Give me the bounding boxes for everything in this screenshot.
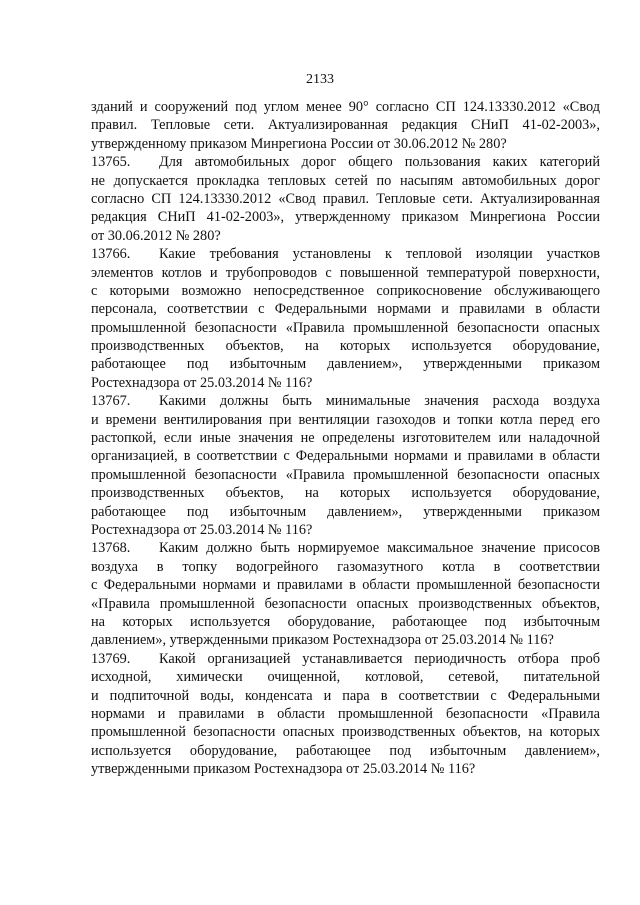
line-text: редакция СНиП 41-02-2003», утвержденному приказом Минрегиона России bbox=[91, 209, 600, 226]
line-text: Какими должны быть минимальные значения расхода воздуха bbox=[159, 393, 600, 410]
text-line bbox=[91, 576, 600, 594]
line-text: растопкой, если иные значения не определены изготовителем или наладочной bbox=[91, 430, 600, 447]
line-text: промышленной безопасности «Правила промышленной безопасности опасных bbox=[91, 319, 600, 336]
line-text: и времени вентилирования при вентиляции газоходов и топки котла перед его bbox=[91, 411, 600, 428]
text-line bbox=[91, 595, 600, 613]
text-line bbox=[91, 355, 600, 373]
line-text: Каким должно быть нормируемое максимальное значение присосов bbox=[159, 540, 600, 557]
line-text: работающее под избыточным давлением», утвержденными приказом bbox=[91, 503, 600, 520]
text-line bbox=[91, 723, 600, 741]
line-text: Какой организацией устанавливается периодичность отбора проб bbox=[159, 650, 600, 667]
text-line bbox=[91, 227, 600, 245]
text-line bbox=[91, 631, 600, 649]
text-line bbox=[91, 190, 600, 208]
text-line bbox=[91, 742, 600, 760]
page-number: 2133 bbox=[306, 72, 334, 87]
text-line bbox=[91, 668, 600, 686]
line-text: организацией, в соответствии с Федеральными нормами и правилами в области bbox=[91, 448, 600, 465]
text-line bbox=[91, 687, 600, 705]
line-text: промышленной безопасности опасных производственных объектов, на которых bbox=[91, 724, 600, 741]
line-text: и подпиточной воды, конденсата и пара в соответствии с Федеральными bbox=[91, 687, 600, 704]
text-line bbox=[91, 447, 600, 465]
text-line bbox=[91, 282, 600, 300]
text-line bbox=[91, 245, 600, 263]
question-number: 13769. bbox=[91, 650, 131, 667]
question-number: 13766. bbox=[91, 246, 131, 263]
text-line bbox=[91, 411, 600, 429]
line-text: Ростехнадзора от 25.03.2014 № 116? bbox=[91, 521, 313, 538]
line-text: от 30.06.2012 № 280? bbox=[91, 227, 221, 244]
line-text: с Федеральными нормами и правилами в области промышленной безопасности bbox=[91, 577, 600, 594]
line-text: производственных объектов, на которых используется оборудование, bbox=[91, 485, 600, 502]
text-line bbox=[91, 503, 600, 521]
text-line bbox=[91, 172, 600, 190]
line-text: с которыми возможно непосредственное соприкосновение обслуживающего bbox=[91, 282, 600, 299]
text-line bbox=[91, 319, 600, 337]
line-text: Для автомобильных дорог общего пользования каких категорий bbox=[159, 154, 600, 171]
text-line bbox=[91, 760, 600, 778]
line-text: персонала, соответствии с Федеральными нормами и правилами в области bbox=[91, 301, 600, 318]
text-line bbox=[91, 650, 600, 668]
line-text: «Правила промышленной безопасности опасных производственных объектов, bbox=[91, 595, 600, 612]
text-line bbox=[91, 116, 600, 134]
line-text: не допускается прокладка тепловых сетей по насыпям автомобильных дорог bbox=[91, 172, 600, 189]
line-text: элементов котлов и трубопроводов с повышенной температурой поверхности, bbox=[91, 264, 600, 281]
text-line bbox=[91, 392, 600, 410]
text-line bbox=[91, 429, 600, 447]
question-number: 13767. bbox=[91, 393, 131, 410]
line-text: исходной, химически очищенной, котловой, сетевой, питательной bbox=[91, 669, 600, 686]
text-line bbox=[91, 705, 600, 723]
line-text: на которых используется оборудование, работающее под избыточным bbox=[91, 613, 600, 630]
text-line bbox=[91, 135, 600, 153]
text-line bbox=[91, 337, 600, 355]
text-line bbox=[91, 264, 600, 282]
text-line bbox=[91, 374, 600, 392]
line-text: Ростехнадзора от 25.03.2014 № 116? bbox=[91, 374, 313, 391]
text-line bbox=[91, 98, 600, 116]
text-line bbox=[91, 613, 600, 631]
text-line bbox=[91, 466, 600, 484]
line-text: нормами и правилами в области промышленной безопасности «Правила bbox=[91, 705, 600, 722]
line-text: работающее под избыточным давлением», утвержденными приказом bbox=[91, 356, 600, 373]
question-number: 13768. bbox=[91, 540, 131, 557]
question-number: 13765. bbox=[91, 154, 131, 171]
line-text: промышленной безопасности «Правила промышленной безопасности опасных bbox=[91, 466, 600, 483]
text-line bbox=[91, 153, 600, 171]
text-line bbox=[91, 300, 600, 318]
text-line bbox=[91, 208, 600, 226]
line-text: используется оборудование, работающее под избыточным давлением», bbox=[91, 742, 600, 759]
line-text: давлением», утвержденными приказом Ростехнадзора от 25.03.2014 № 116? bbox=[91, 632, 554, 649]
line-text: производственных объектов, на которых используется оборудование, bbox=[91, 338, 600, 355]
line-text: утвержденными приказом Ростехнадзора от 25.03.2014 № 116? bbox=[91, 761, 476, 778]
text-line bbox=[91, 558, 600, 576]
line-text: согласно СП 124.13330.2012 «Свод правил. Тепловые сети. Актуализированная bbox=[91, 190, 600, 207]
text-line bbox=[91, 484, 600, 502]
line-text: правил. Тепловые сети. Актуализированная редакция СНиП 41-02-2003», bbox=[91, 117, 600, 134]
document-body bbox=[91, 98, 600, 778]
line-text: Какие требования установлены к тепловой изоляции участков bbox=[159, 246, 600, 263]
line-text: утвержденному приказом Минрегиона России от 30.06.2012 № 280? bbox=[91, 135, 507, 152]
line-text: зданий и сооружений под углом менее 90° согласно СП 124.13330.2012 «Свод bbox=[91, 99, 600, 115]
text-line bbox=[91, 539, 600, 557]
text-line bbox=[91, 521, 600, 539]
line-text: воздуха в топку водогрейного газомазутного котла в соответствии bbox=[91, 558, 600, 575]
